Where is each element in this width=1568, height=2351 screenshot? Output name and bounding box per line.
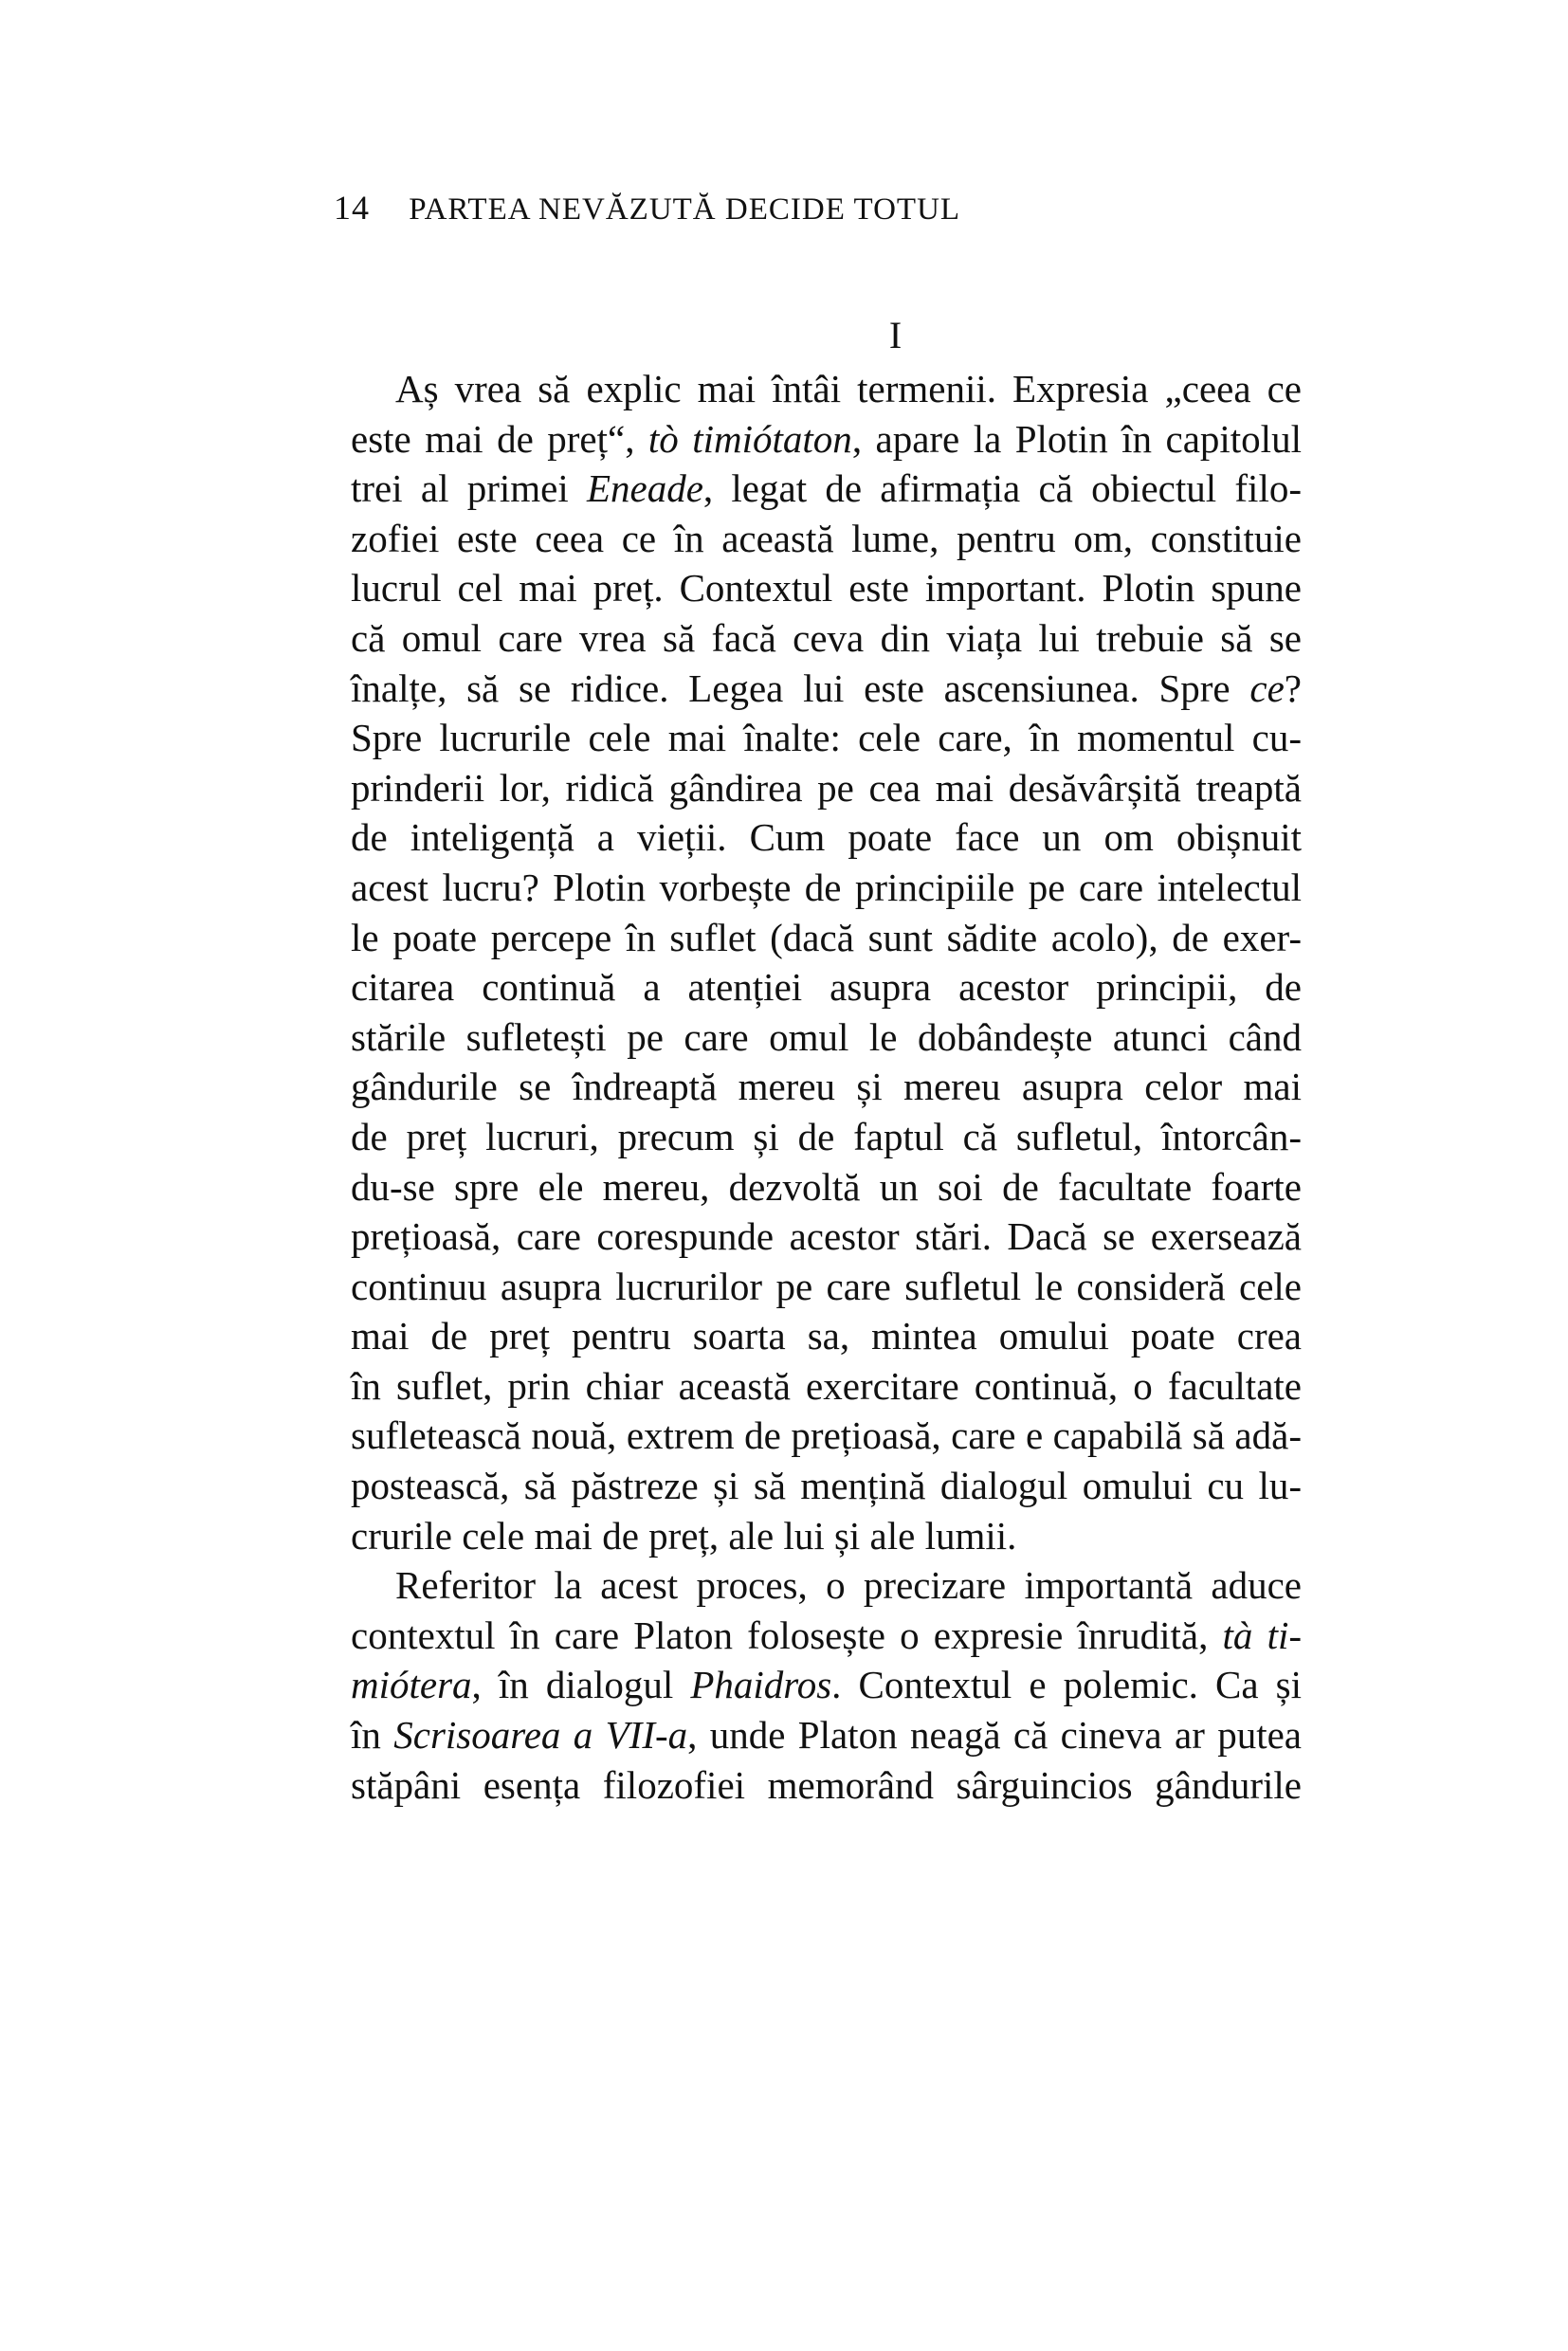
body-text bbox=[351, 364, 1302, 1810]
text-run: crurile cele mai de preț, ale lui și ale lumii. bbox=[351, 1513, 1017, 1558]
text-run: de preț lucruri, precum și de faptul că sufletul, întorcân- bbox=[351, 1114, 1302, 1158]
text-run: citarea continuă a atenției asupra acestor principii, de bbox=[351, 965, 1302, 1010]
italic-term: Phaidros bbox=[690, 1663, 832, 1707]
text-line bbox=[351, 713, 1302, 763]
italic-term: Scrisoarea a VII-a bbox=[393, 1713, 688, 1758]
text-run: înalțe, să se ridice. Legea lui este ascensiunea. Spre bbox=[351, 665, 1250, 710]
text-line bbox=[351, 514, 1302, 564]
text-run: că omul care vrea să facă ceva din viața lui trebuie să se bbox=[351, 615, 1302, 660]
text-run: mai de preț pentru soarta sa, mintea omului poate crea bbox=[351, 1314, 1302, 1358]
italic-term: tà ti- bbox=[1222, 1613, 1303, 1657]
text-line bbox=[351, 1760, 1302, 1811]
text-run: stăpâni esența filozofiei memorând sârguincios gândurile bbox=[351, 1762, 1302, 1807]
text-run: , legat de afirmația că obiectul filo- bbox=[702, 466, 1302, 511]
running-title: PARTEA NEVĂZUTĂ DECIDE TOTUL bbox=[409, 192, 961, 227]
text-line bbox=[351, 664, 1302, 714]
text-line bbox=[351, 364, 1302, 414]
text-line bbox=[351, 1361, 1302, 1412]
text-run: contextul în care Platon folosește o expresie înrudită, bbox=[351, 1613, 1223, 1657]
text-line bbox=[351, 1311, 1302, 1361]
text-run: , apare la Plotin în capitolul bbox=[851, 416, 1302, 461]
text-line bbox=[351, 1262, 1302, 1312]
text-line bbox=[351, 1660, 1302, 1710]
text-run: , unde Platon neagă că cineva ar putea bbox=[687, 1713, 1302, 1758]
text-run: trei al primei bbox=[351, 466, 587, 511]
text-line bbox=[351, 1511, 1302, 1561]
text-run: de inteligență a vieții. Cum poate face un om obișnuit bbox=[351, 815, 1302, 860]
text-line bbox=[351, 1710, 1302, 1760]
text-run: stările sufletești pe care omul le dobândește atunci când bbox=[351, 1014, 1302, 1059]
text-run: prețioasă, care corespunde acestor stări. Dacă se exersează bbox=[351, 1214, 1302, 1259]
text-run: du-se spre ele mereu, dezvoltă un soi de facultate foarte bbox=[351, 1164, 1302, 1209]
text-run: lucrul cel mai preț. Contextul este important. Plotin spune bbox=[351, 566, 1302, 611]
running-header bbox=[334, 188, 960, 228]
text-line bbox=[351, 863, 1302, 913]
text-line bbox=[351, 1411, 1302, 1461]
text-line bbox=[351, 812, 1302, 863]
italic-term: tò timiótaton bbox=[647, 416, 852, 461]
text-line bbox=[351, 1560, 1302, 1611]
text-line bbox=[351, 913, 1302, 963]
text-run: este mai de preț“, bbox=[351, 416, 648, 461]
text-run: gândurile se îndreaptă mereu și mereu asupra celor mai bbox=[351, 1065, 1302, 1109]
italic-term: Eneade bbox=[586, 466, 703, 511]
text-run: sufletească nouă, extrem de prețioasă, care e capabilă să adă- bbox=[351, 1413, 1302, 1458]
text-line bbox=[351, 763, 1302, 813]
text-run: prinderii lor, ridică gândirea pe cea mai desăvârșită treaptă bbox=[351, 765, 1302, 810]
italic-term: miótera bbox=[351, 1663, 472, 1707]
page-number: 14 bbox=[334, 189, 370, 227]
text-line bbox=[351, 1611, 1302, 1661]
text-run: le poate percepe în suflet (dacă sunt sădite acolo), de exer- bbox=[351, 915, 1302, 959]
italic-term: ce bbox=[1249, 665, 1285, 710]
text-line bbox=[351, 1062, 1302, 1112]
section-numeral: I bbox=[888, 314, 903, 356]
text-run: zofiei este ceea ce în această lume, pentru om, constituie bbox=[351, 516, 1302, 560]
text-run: Aș vrea să explic mai întâi termenii. Expresia „ceea ce bbox=[395, 367, 1302, 410]
text-run: . Contextul e polemic. Ca și bbox=[831, 1663, 1302, 1707]
text-run: , în dialogul bbox=[471, 1663, 691, 1707]
text-line bbox=[351, 464, 1302, 514]
text-line bbox=[351, 1012, 1302, 1063]
text-run: postească, să păstreze și să mențină dialogul omului cu lu- bbox=[351, 1464, 1302, 1508]
text-line bbox=[351, 1212, 1302, 1262]
text-line bbox=[351, 414, 1302, 465]
paragraph bbox=[351, 1560, 1302, 1810]
text-line bbox=[351, 563, 1302, 613]
text-line bbox=[351, 962, 1302, 1012]
text-run: în suflet, prin chiar această exercitare continuă, o facultate bbox=[351, 1363, 1302, 1408]
text-line bbox=[351, 613, 1302, 664]
text-run: ? bbox=[1284, 665, 1302, 710]
text-run: Referitor la acest proces, o precizare importantă aduce bbox=[395, 1563, 1302, 1608]
text-run: continuu asupra lucrurilor pe care sufletul le consideră cele bbox=[351, 1264, 1302, 1308]
text-line bbox=[351, 1162, 1302, 1212]
text-run: Spre lucrurile cele mai înalte: cele care, în momentul cu- bbox=[351, 716, 1302, 760]
text-run: în bbox=[351, 1713, 394, 1758]
paragraph bbox=[351, 364, 1302, 1560]
text-line bbox=[351, 1112, 1302, 1162]
text-line bbox=[351, 1461, 1302, 1511]
text-run: acest lucru? Plotin vorbește de principiile pe care intelectul bbox=[351, 865, 1302, 909]
